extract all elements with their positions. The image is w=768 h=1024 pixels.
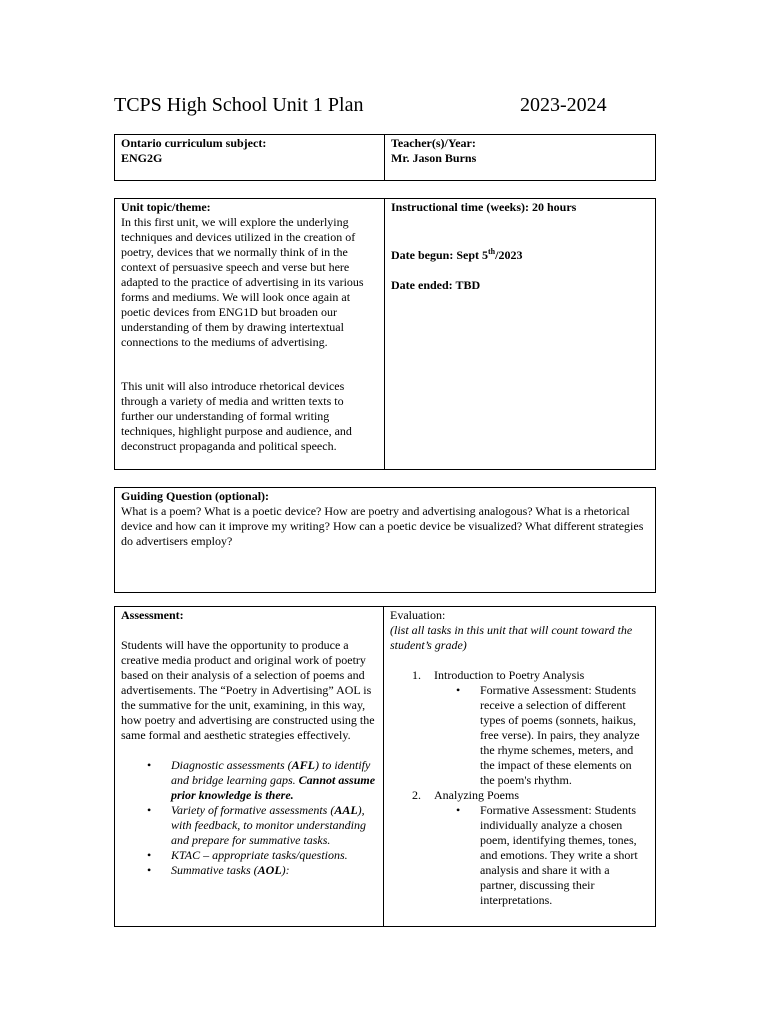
guiding-question-text: What is a poem? What is a poetic device? How are poetry and advertising analogous? What is a rhetorical device and how can it improve my writing? How can a poetic device be visualized? What different strategies do advertisers employ? bbox=[121, 504, 644, 548]
assessment-item-summative: • Summative tasks (AOL): bbox=[147, 863, 377, 878]
assessment-item-diagnostic: • Diagnostic assessments (AFL) to identify and bridge learning gaps. Cannot assume prior knowledge is there. bbox=[147, 758, 377, 803]
unit-timing-cell bbox=[385, 199, 655, 469]
unit-topic-label: Unit topic/theme: bbox=[121, 200, 211, 214]
guiding-question-label: Guiding Question (optional): bbox=[121, 489, 270, 503]
evaluation-item: 1. Introduction to Poetry Analysis • Formative Assessment: Students receive a selection of different types of poems (sonnets, haikus, free verse). In pairs, they analyze the rhyme schemes, meters, and the impact of these elements on the poem's rhythm. bbox=[412, 668, 649, 788]
page-title: TCPS High School Unit 1 Plan bbox=[114, 94, 364, 116]
assessment-list bbox=[147, 758, 377, 878]
school-year: 2023-2024 bbox=[520, 94, 607, 116]
teacher-label: Teacher(s)/Year: bbox=[391, 136, 476, 150]
subject-value: ENG2G bbox=[121, 151, 163, 165]
evaluation-item: 2. Analyzing Poems • Formative Assessment: Students individually analyze a chosen poem, identifying themes, tones, and emotions. They write a short analysis and share it with a partner, discussing their interpretations. bbox=[412, 788, 649, 908]
guiding-question-table bbox=[114, 487, 656, 593]
teacher-cell bbox=[385, 135, 655, 180]
date-begun-suffix: th bbox=[488, 247, 496, 256]
evaluation-item-title: Introduction to Poetry Analysis bbox=[434, 668, 585, 682]
evaluation-item-detail: • Formative Assessment: Students receive a selection of different types of poems (sonnets, haikus, free verse). In pairs, they analyze the rhyme schemes, meters, and the impact of these elements on the poem's rhythm. bbox=[456, 683, 649, 788]
date-begun-year: /2023 bbox=[495, 248, 523, 262]
evaluation-item-title: Analyzing Poems bbox=[434, 788, 519, 802]
unit-topic-paragraph-1: In this first unit, we will explore the underlying techniques and devices utilized in the creation of poetry, devices that we normally think of in the context of persuasive speech and verse but here adapted to the practice of advertising in its various forms and mediums. We will look once again at poetic devices from ENG1D but broaden our understanding of them by drawing intertextual connections to the mediums of advertising. bbox=[121, 215, 364, 349]
date-ended: Date ended: TBD bbox=[391, 278, 481, 292]
evaluation-cell bbox=[384, 607, 655, 926]
assessment-evaluation-table bbox=[114, 606, 656, 927]
instructional-time: Instructional time (weeks): 20 hours bbox=[391, 200, 577, 214]
guiding-question-cell bbox=[115, 488, 655, 592]
unit-topic-table bbox=[114, 198, 656, 470]
assessment-item-ktac: • KTAC – appropriate tasks/questions. bbox=[147, 848, 377, 863]
evaluation-list bbox=[412, 668, 649, 908]
evaluation-note: (list all tasks in this unit that will count toward the student’s grade) bbox=[390, 623, 633, 652]
unit-topic-paragraph-2: This unit will also introduce rhetorical devices through a variety of media and written texts to further our understanding of formal writing techniques, highlight purpose and audience, and deconstruct propaganda and political speech. bbox=[121, 379, 352, 453]
evaluation-item-detail: • Formative Assessment: Students individually analyze a chosen poem, identifying themes, tones, and emotions. They write a short analysis and share it with a partner, discussing their interpretations. bbox=[456, 803, 649, 908]
teacher-value: Mr. Jason Burns bbox=[391, 151, 477, 165]
subject-label: Ontario curriculum subject: bbox=[121, 136, 267, 150]
assessment-cell bbox=[115, 607, 384, 926]
subject-teacher-table bbox=[114, 134, 656, 181]
subject-cell bbox=[115, 135, 385, 180]
date-begun-label: Date begun: Sept 5 bbox=[391, 248, 489, 262]
date-begun bbox=[391, 244, 649, 263]
unit-topic-cell bbox=[115, 199, 385, 469]
assessment-intro: Students will have the opportunity to produce a creative media product and original work of poetry based on their analysis of a selection of poems and advertisements. The “Poetry in Advertising” AOL is the summative for the unit, examining, in this way, how poetry and advertising are constructed using the same formal and aesthetic strategies effectively. bbox=[121, 638, 375, 742]
assessment-label: Assessment: bbox=[121, 608, 184, 622]
evaluation-label: Evaluation: bbox=[390, 608, 446, 622]
assessment-item-formative: • Variety of formative assessments (AAL), with feedback, to monitor understanding and prepare for summative tasks. bbox=[147, 803, 377, 848]
